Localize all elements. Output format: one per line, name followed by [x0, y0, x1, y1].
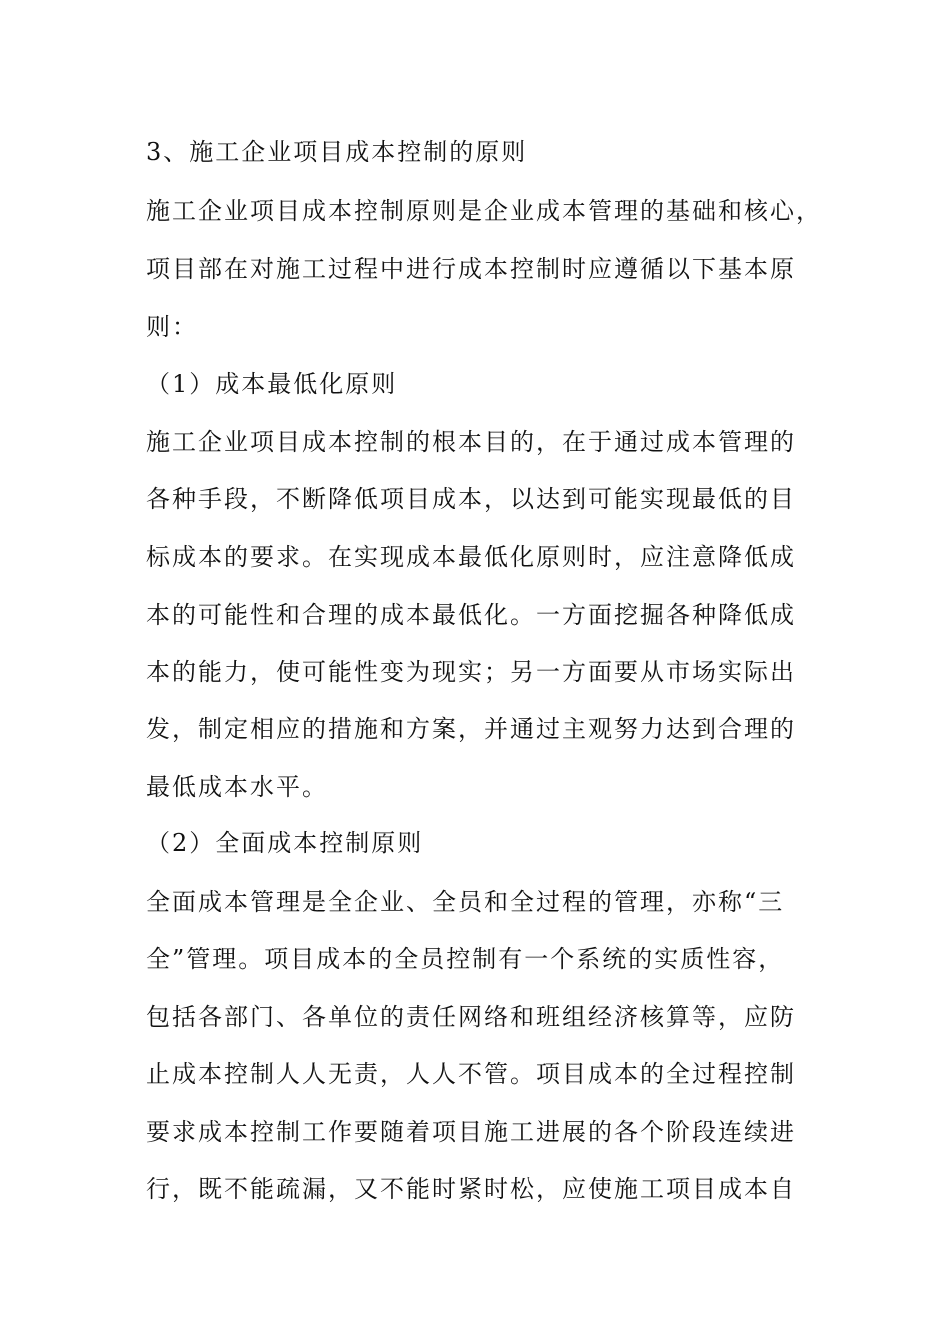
paragraph-line: 施工企业项目成本控制的根本目的，在于通过成本管理的 [146, 428, 796, 456]
paragraph-line: 发，制定相应的措施和方案，并通过主观努力达到合理的 [146, 715, 796, 743]
paragraph-line: 各种手段，不断降低项目成本，以达到可能实现最低的目 [146, 485, 796, 513]
paragraph-line: 标成本的要求。在实现成本最低化原则时，应注意降低成 [146, 543, 796, 571]
paragraph-line: 项目部在对施工过程中进行成本控制时应遵循以下基本原 [146, 255, 796, 283]
paragraph-line: 则： [146, 313, 198, 341]
paragraph-line: 要求成本控制工作要随着项目施工进展的各个阶段连续进 [146, 1118, 796, 1146]
subsection-heading: （1）成本最低化原则 [146, 370, 398, 398]
paragraph-line: 最低成本水平。 [146, 773, 328, 801]
paragraph-line: 包括各部门、各单位的责任网络和班组经济核算等，应防 [146, 1003, 796, 1031]
paragraph-line: 全面成本管理是全企业、全员和全过程的管理，亦称“三 [146, 888, 785, 916]
paragraph-line: 本的可能性和合理的成本最低化。一方面挖掘各种降低成 [146, 601, 796, 629]
paragraph-line: 行，既不能疏漏，又不能时紧时松，应使施工项目成本自 [146, 1175, 796, 1203]
paragraph-line: 全”管理。项目成本的全员控制有一个系统的实质性容， [146, 945, 785, 973]
paragraph-line: 施工企业项目成本控制原则是企业成本管理的基础和核心， [146, 197, 822, 225]
section-heading: 3、施工企业项目成本控制的原则 [146, 138, 528, 166]
paragraph-line: 止成本控制人人无责，人人不管。项目成本的全过程控制 [146, 1060, 796, 1088]
paragraph-line: 本的能力，使可能性变为现实；另一方面要从市场实际出 [146, 658, 796, 686]
subsection-heading: （2）全面成本控制原则 [146, 829, 424, 857]
